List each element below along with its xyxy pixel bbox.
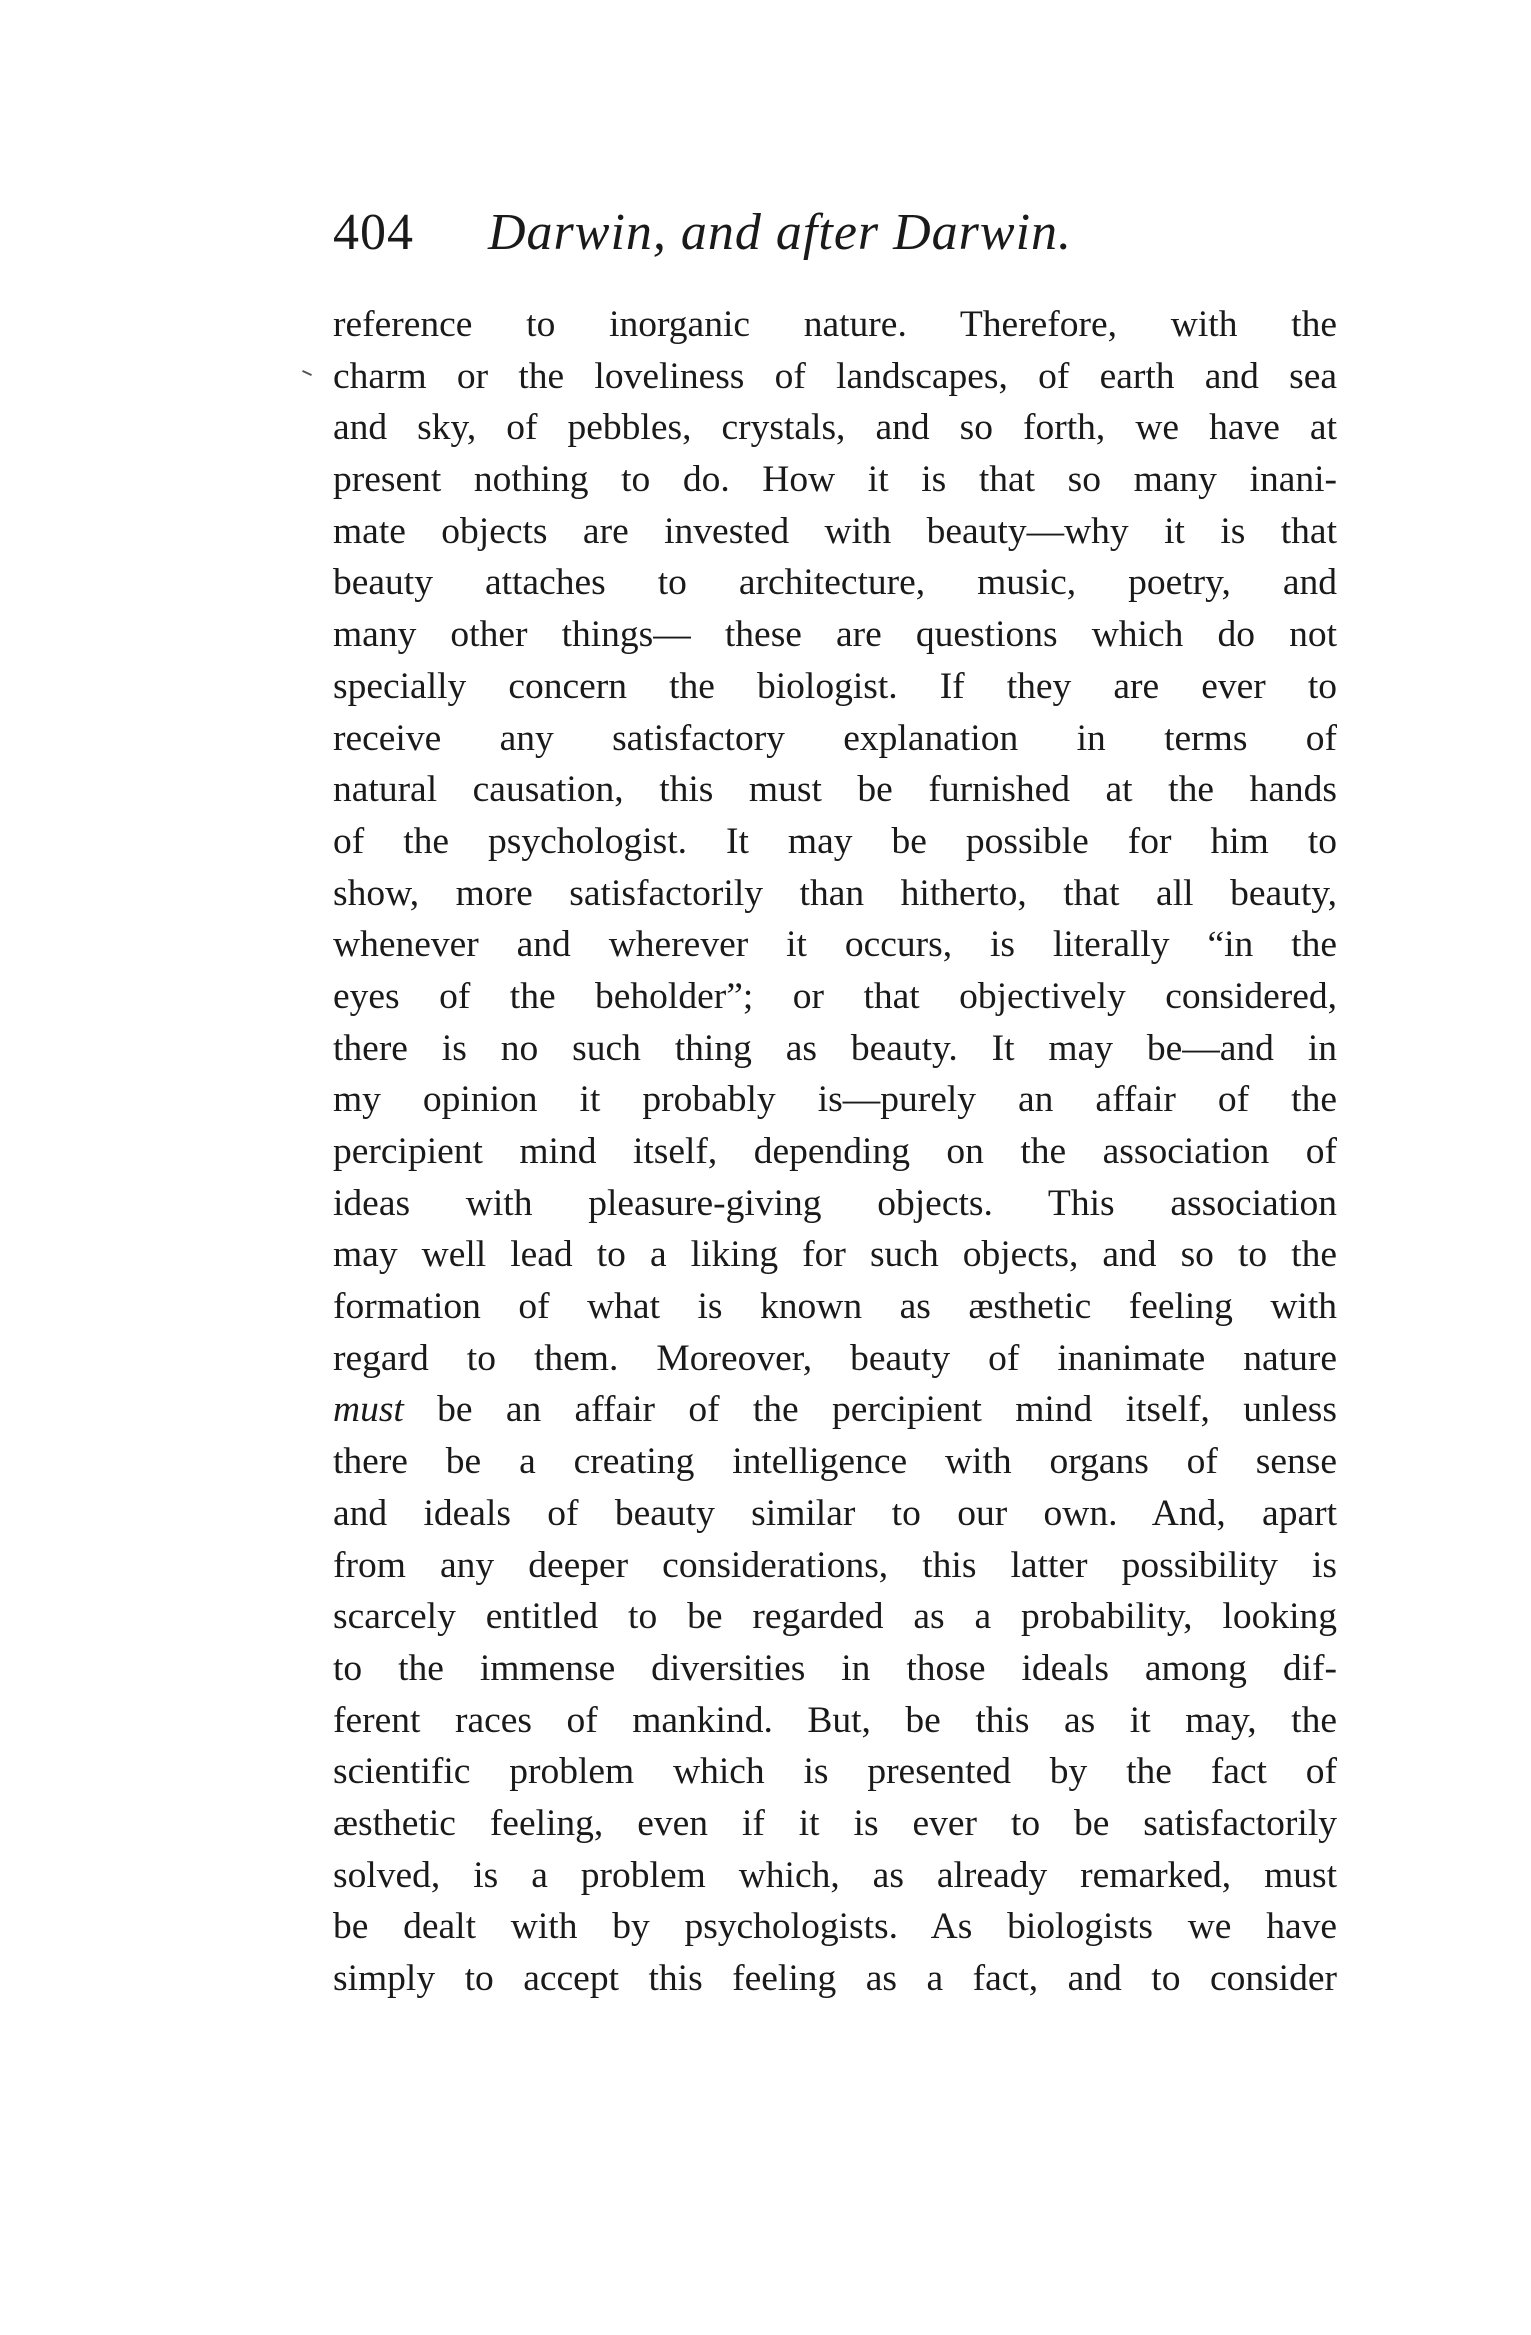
text-line: there be a creating intelligence with organs of sense bbox=[333, 1441, 1337, 1483]
text-line: eyes of the beholder”; or that objectively considered, bbox=[333, 975, 1337, 1017]
text-line: æsthetic feeling, even if it is ever to be satisfactorily bbox=[333, 1802, 1337, 1844]
text-line: beauty attaches to architecture, music, poetry, and bbox=[333, 562, 1337, 604]
text-line: be dealt with by psychologists. As biologists we have bbox=[333, 1906, 1337, 1948]
text-line: and sky, of pebbles, crystals, and so forth, we have at bbox=[333, 407, 1337, 449]
text-line: and ideals of beauty similar to our own. And, apart bbox=[333, 1492, 1337, 1534]
text-line: specially concern the biologist. If they are ever to bbox=[333, 665, 1337, 707]
text-line: natural causation, this must be furnished at the hands bbox=[333, 769, 1337, 811]
text-line-with-italic bbox=[333, 1384, 1337, 1436]
running-head bbox=[333, 198, 1333, 268]
text-line: scientific problem which is presented by the fact of bbox=[333, 1751, 1337, 1793]
page-number: 404 bbox=[333, 204, 414, 261]
text-line: charm or the loveliness of landscapes, of earth and sea bbox=[333, 355, 1337, 397]
line-rest: be an affair of the percipient mind itself, unless bbox=[403, 1389, 1337, 1431]
italic-word: must bbox=[333, 1389, 404, 1431]
text-line: ideas with pleasure-giving objects. This association bbox=[333, 1182, 1337, 1224]
text-line: show, more satisfactorily than hitherto, that all beauty, bbox=[333, 872, 1337, 914]
text-line: mate objects are invested with beauty—why it is that bbox=[333, 510, 1337, 552]
text-line: scarcely entitled to be regarded as a probability, looking bbox=[333, 1596, 1337, 1638]
text-line: reference to inorganic nature. Therefore, with the bbox=[333, 304, 1337, 345]
text-line: to the immense diversities in those ideals among dif- bbox=[333, 1647, 1337, 1689]
text-line: there is no such thing as beauty. It may be—and in bbox=[333, 1027, 1337, 1069]
text-line: ferent races of mankind. But, be this as it may, the bbox=[333, 1699, 1337, 1741]
text-line: whenever and wherever it occurs, is literally “in the bbox=[333, 924, 1337, 966]
running-title: Darwin, and after Darwin. bbox=[488, 204, 1073, 261]
text-line: formation of what is known as æsthetic feeling with bbox=[333, 1286, 1337, 1328]
text-line: simply to accept this feeling as a fact, and to consider bbox=[333, 1958, 1337, 1999]
text-line: regard to them. Moreover, beauty of inanimate nature bbox=[333, 1337, 1337, 1379]
text-line: my opinion it probably is—purely an affair of the bbox=[333, 1079, 1337, 1121]
text-line: from any deeper considerations, this latter possibility is bbox=[333, 1544, 1337, 1586]
margin-mark bbox=[302, 370, 312, 376]
text-line: of the psychologist. It may be possible for him to bbox=[333, 820, 1337, 862]
text-line: many other things— these are questions which do not bbox=[333, 614, 1337, 656]
body-text bbox=[333, 299, 1337, 2005]
text-line: receive any satisfactory explanation in terms of bbox=[333, 717, 1337, 759]
text-line: may well lead to a liking for such objects, and so to the bbox=[333, 1234, 1337, 1276]
text-line: present nothing to do. How it is that so many inani- bbox=[333, 459, 1337, 501]
text-line: solved, is a problem which, as already remarked, must bbox=[333, 1854, 1337, 1896]
text-line: percipient mind itself, depending on the association of bbox=[333, 1131, 1337, 1172]
